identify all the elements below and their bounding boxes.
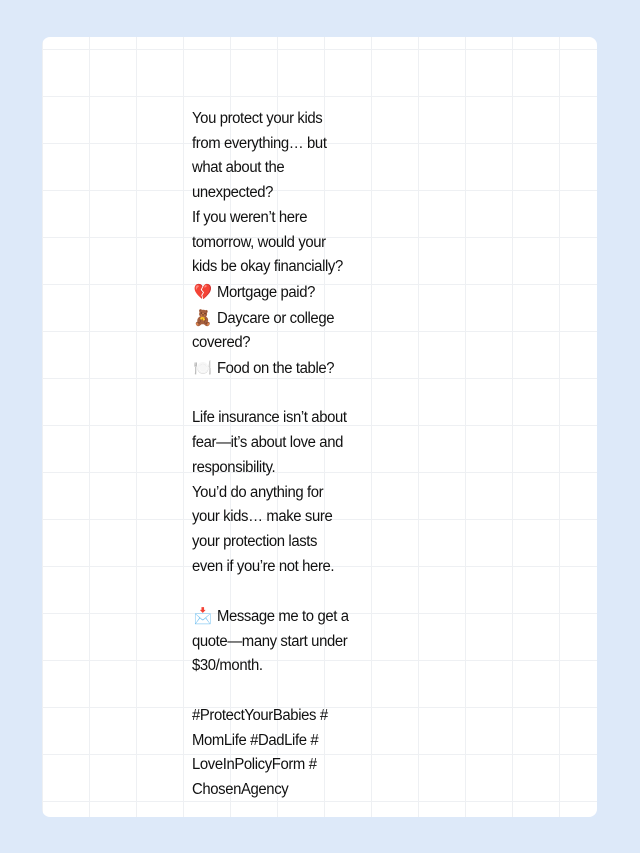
intro-line-2: If you weren’t here tomorrow, would your kids be okay financially?: [192, 208, 343, 276]
teddy-bear-icon: 🧸: [193, 308, 212, 327]
list-item-label: Daycare or college covered?: [192, 309, 335, 352]
intro-line-1: You protect your kids from everything… but what about the unexpected?: [192, 110, 327, 202]
list-item-label: Food on the table?: [216, 360, 335, 378]
post-text: [192, 107, 350, 803]
envelope-arrow-icon: 📩: [193, 607, 212, 626]
plate-icon: 🍽️: [193, 359, 212, 378]
paragraph-gap: [192, 382, 350, 407]
broken-heart-icon: 💔: [193, 282, 212, 301]
cta-text: Message me to get a quote—many start under $30/month.: [192, 608, 349, 675]
hashtags: #ProtectYourBabies # MomLife #DadLife # LoveInPolicyForm # ChosenAgency: [192, 706, 328, 798]
list-item-label: Mortgage paid?: [216, 283, 315, 301]
list-item-daycare: [192, 306, 350, 356]
list-item-food: [192, 356, 350, 382]
body-line-1: Life insurance isn’t about fear—it’s about love and responsibility.: [192, 409, 347, 476]
call-to-action: [192, 604, 350, 679]
post-card: [42, 37, 597, 817]
list-item-mortgage: [192, 280, 350, 306]
paragraph-gap: [192, 579, 350, 604]
paragraph-gap: [192, 679, 350, 704]
body-line-2: You’d do anything for your kids… make sure your protection lasts even if you’re not here.: [192, 483, 335, 575]
